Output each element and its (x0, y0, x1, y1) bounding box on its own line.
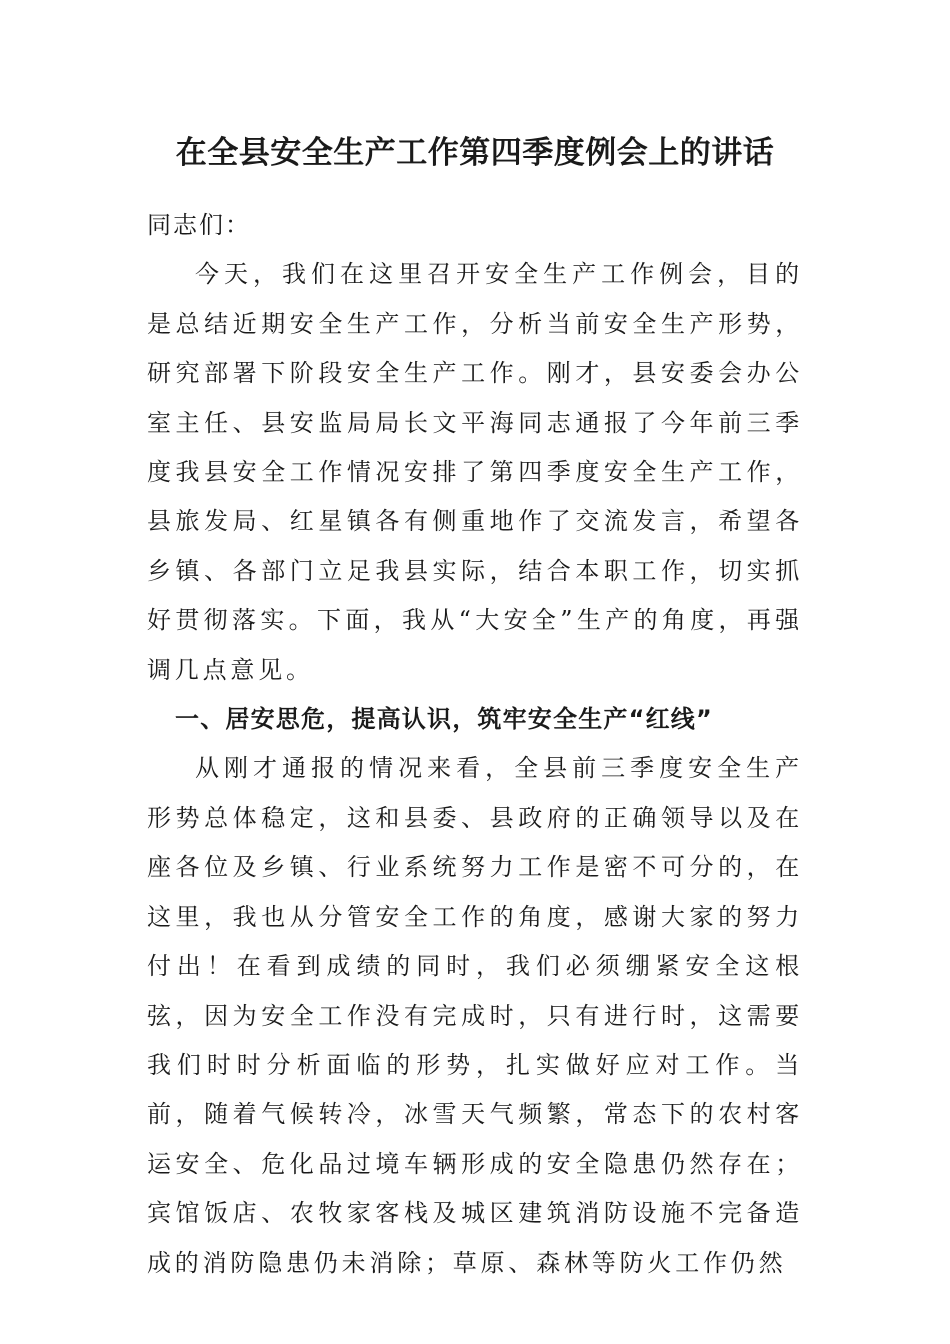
document-title: 在全县安全生产工作第四季度例会上的讲话 (175, 135, 775, 171)
salutation: 同志们： (147, 211, 251, 239)
paragraph-opening: 今天，我们在这里召开安全生产工作例会，目的是总结近期安全生产工作，分析当前安全生产形势，研究部署下阶段安全生产工作。刚才，县安委会办公室主任、县安监局局长文平海同志通报了今年前三季度我县安全工作情况安排了第四季度安全生产工作，县旅发局、红星镇各有侧重地作了交流发言，希望各乡镇、各部门立足我县实际，结合本职工作，切实抓好贯彻落实。下面，我从“大安全”生产的角度，再强调几点意见。 (147, 260, 803, 684)
document-body (147, 201, 803, 1288)
paragraph-section-1: 从刚才通报的情况来看，全县前三季度安全生产形势总体稳定，这和县委、县政府的正确领导以及在座各位及乡镇、行业系统努力工作是密不可分的，在这里，我也从分管安全工作的角度，感谢大家的努力付出！在看到成绩的同时，我们必须绷紧安全这根弦，因为安全工作没有完成时，只有进行时，这需要我们时时分析面临的形势，扎实做好应对工作。当前，随着气候转冷，冰雪天气频繁，常态下的农村客运安全、危化品过境车辆形成的安全隐患仍然存在；宾馆饭店、农牧家客栈及城区建筑消防设施不完备造成的消防隐患仍未消除；草原、森林等防火工作仍然 (147, 754, 803, 1277)
section-heading-1: 一、居安思危，提高认识，筑牢安全生产“红线” (175, 705, 713, 734)
